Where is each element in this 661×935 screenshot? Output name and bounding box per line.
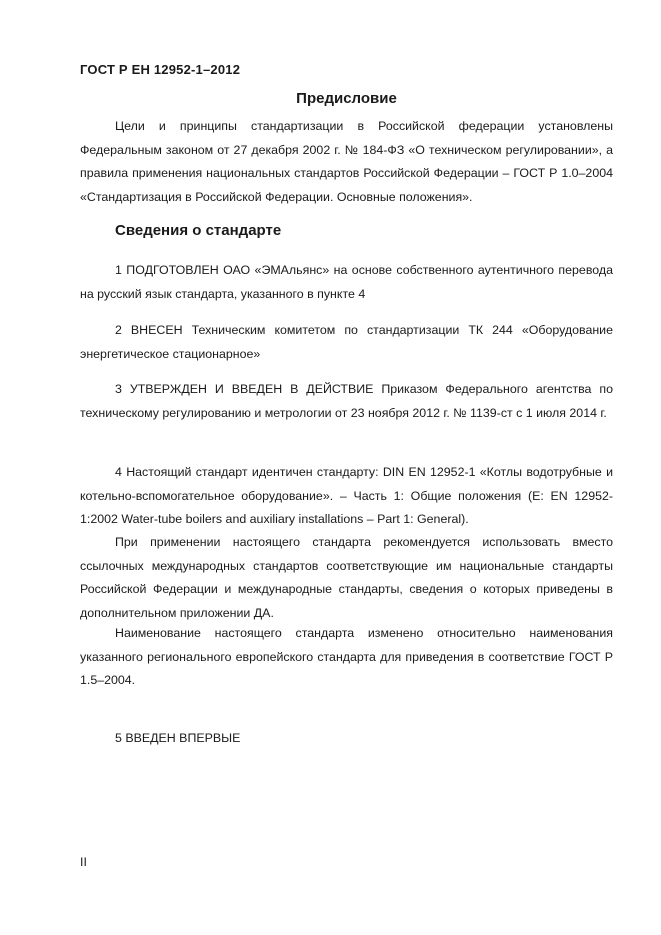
- standard-info-item-5: 5 ВВЕДЕН ВПЕРВЫЕ: [115, 731, 241, 745]
- standard-info-item-4-note-1: При применении настоящего стандарта рекомендуется использовать вместо ссылочных международных стандартов соответствующие им национальные стандарты Российской Федерации и международные стандарты, сведения о которых приведены в дополнительном приложении ДА.: [80, 535, 613, 620]
- page-number: II: [80, 855, 87, 869]
- foreword-title: Предисловие: [296, 90, 397, 107]
- document-code-header: ГОСТ Р ЕН 12952-1–2012: [80, 62, 241, 77]
- standard-info-title: Сведения о стандарте: [115, 222, 282, 239]
- standard-info-item-2: 2 ВНЕСЕН Техническим комитетом по стандартизации ТК 244 «Оборудование энергетическое стационарное»: [80, 323, 613, 361]
- standard-info-item-4: 4 Настоящий стандарт идентичен стандарту: DIN EN 12952-1 «Котлы водотрубные и котельно-вспомогательное оборудование». – Часть 1: Общие положения (E: EN 12952-1:2002 Water-tube boilers and auxiliary installations – Part 1: General).: [80, 465, 613, 527]
- standard-info-item-4-note-2: Наименование настоящего стандарта изменено относительно наименования указанного регионального европейского стандарта для приведения в соответствие ГОСТ Р 1.5–2004.: [80, 626, 613, 688]
- standard-info-item-3: 3 УТВЕРЖДЕН И ВВЕДЕН В ДЕЙСТВИЕ Приказом Федерального агентства по техническому регулированию и метрологии от 23 ноября 2012 г. № 1139-ст с 1 июля 2014 г.: [80, 382, 613, 420]
- standard-info-item-1: 1 ПОДГОТОВЛЕН ОАО «ЭМАльянс» на основе собственного аутентичного перевода на русский язык стандарта, указанного в пункте 4: [80, 263, 613, 301]
- foreword-paragraph: Цели и принципы стандартизации в Российской федерации установлены Федеральным законом от 27 декабря 2002 г. № 184-ФЗ «О техническом регулировании», а правила применения национальных стандартов Российской Федерации – ГОСТ Р 1.0–2004 «Стандартизация в Российской Федерации. Основные положения».: [80, 119, 613, 204]
